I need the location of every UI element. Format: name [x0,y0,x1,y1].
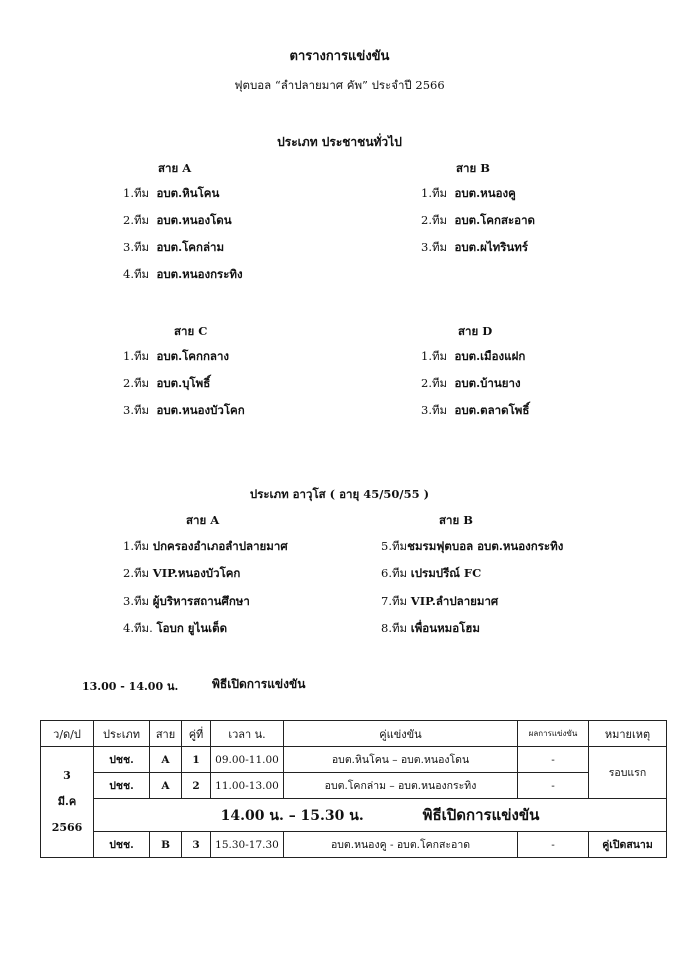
row-2-match: อบต.โคกล่าม – อบต.หนองกระทิง [284,773,518,799]
match-date-day: 3 [63,769,71,782]
row-1-pair: 1 [182,747,211,773]
row-1-result: - [518,747,589,773]
row-2-pair: 2 [182,773,211,799]
senior-group-a-team-2: 2.ทีม VIP.หนองบัวโคก [123,566,241,580]
general-group-a-team-2: 2.ทีม อบต.หนองโดน [123,213,232,227]
row-2-time: 11.00-13.00 [211,773,284,799]
table-header-row [41,721,667,747]
row-1-time: 09.00-11.00 [211,747,284,773]
general-group-d-label: สาย D [458,324,493,338]
row-1-note: รอบแรก [589,747,667,799]
opening-label: พิธีเปิดการแข่งขัน [212,677,306,691]
header-time: เวลา น. [211,721,284,747]
header-group: สาย [150,721,182,747]
opening-time: 13.00 - 14.00 น. [82,680,179,693]
header-type: ประเภท [94,721,150,747]
general-group-d-team-2: 2.ทีม อบต.บ้านยาง [421,376,521,390]
senior-group-b-team-8: 8.ทีม เพื่อนหมอโฮม [381,621,480,635]
match-date-month: มี.ค [57,795,77,808]
ceremony-label: พิธีเปิดการแข่งขัน [422,806,540,824]
general-group-c-team-2: 2.ทีม อบต.บุโพธิ์ [123,376,211,390]
senior-group-a-team-3: 3.ทีม ผู้บริหารสถานศึกษา [123,594,250,608]
general-group-a-label: สาย A [158,161,192,175]
general-group-a-team-1: 1.ทีม อบต.หินโคน [123,186,220,200]
senior-group-a-label: สาย A [186,513,220,527]
row-3-match: อบต.หนองคู - อบต.โคกสะอาด [284,832,518,858]
general-group-b-team-1: 1.ทีม อบต.หนองคู [421,186,516,200]
general-group-a-team-3: 3.ทีม อบต.โคกล่าม [123,240,225,254]
row-2-result: - [518,773,589,799]
row-3-type: ปชช. [94,832,150,858]
general-group-c-label: สาย C [174,324,208,338]
row-3-group: B [150,832,182,858]
senior-group-b-team-6: 6.ทีม เปรมปรีณ์ FC [381,566,482,580]
table-row [41,773,667,799]
row-3-time: 15.30-17.30 [211,832,284,858]
senior-group-b-team-7: 7.ทีม VIP.ลำปลายมาศ [381,594,499,608]
header-result: ผลการแข่งขัน [518,721,589,747]
page-title: ตารางการแข่งขัน [289,49,390,64]
header-date: ว/ด/ป [41,721,94,747]
senior-category-heading: ประเภท อาวุโส ( อายุ 45/50/55 ) [249,487,430,501]
senior-group-b-team-5: 5.ทีมชมรมฟุตบอล อบต.หนองกระทิง [381,539,564,553]
match-schedule-table [40,720,667,858]
match-date-cell [41,747,94,858]
match-date-year: 2566 [51,821,83,834]
row-2-group: A [150,773,182,799]
row-3-pair: 3 [182,832,211,858]
header-match: คู่แข่งขัน [284,721,518,747]
general-group-b-team-2: 2.ทีม อบต.โคกสะอาด [421,213,535,227]
header-note: หมายเหตุ [589,721,667,747]
ceremony-cell [94,799,667,832]
general-group-b-label: สาย B [456,161,490,175]
senior-group-a-team-1: 1.ทีม ปกครองอำเภอลำปลายมาศ [123,539,288,553]
row-1-match: อบต.หินโคน – อบต.หนองโดน [284,747,518,773]
senior-group-a-team-4: 4.ทีม. โอบก ยูไนเต็ด [123,621,228,635]
table-row [41,832,667,858]
general-group-b-team-3: 3.ทีม อบต.ผไทรินทร์ [421,240,529,254]
row-3-result: - [518,832,589,858]
general-group-d-team-1: 1.ทีม อบต.เมืองแฝก [421,349,526,363]
row-3-note: คู่เปิดสนาม [589,832,667,858]
general-group-a-team-4: 4.ทีม อบต.หนองกระทิง [123,267,243,281]
table-row [41,747,667,773]
general-group-d-team-3: 3.ทีม อบต.ตลาดโพธิ์ [421,403,530,417]
senior-group-b-label: สาย B [439,513,473,527]
general-group-c-team-1: 1.ทีม อบต.โคกกลาง [123,349,230,363]
header-pair: คู่ที่ [182,721,211,747]
page-subtitle: ฟุตบอล “ลำปลายมาศ คัพ” ประจำปี 2566 [234,78,445,92]
ceremony-row [41,799,667,832]
row-2-type: ปชช. [94,773,150,799]
general-group-c-team-3: 3.ทีม อบต.หนองบัวโคก [123,403,245,417]
row-1-type: ปชช. [94,747,150,773]
ceremony-time: 14.00 น. – 15.30 น. [220,808,364,824]
general-category-heading: ประเภท ประชาชนทั่วไป [277,135,402,149]
row-1-group: A [150,747,182,773]
